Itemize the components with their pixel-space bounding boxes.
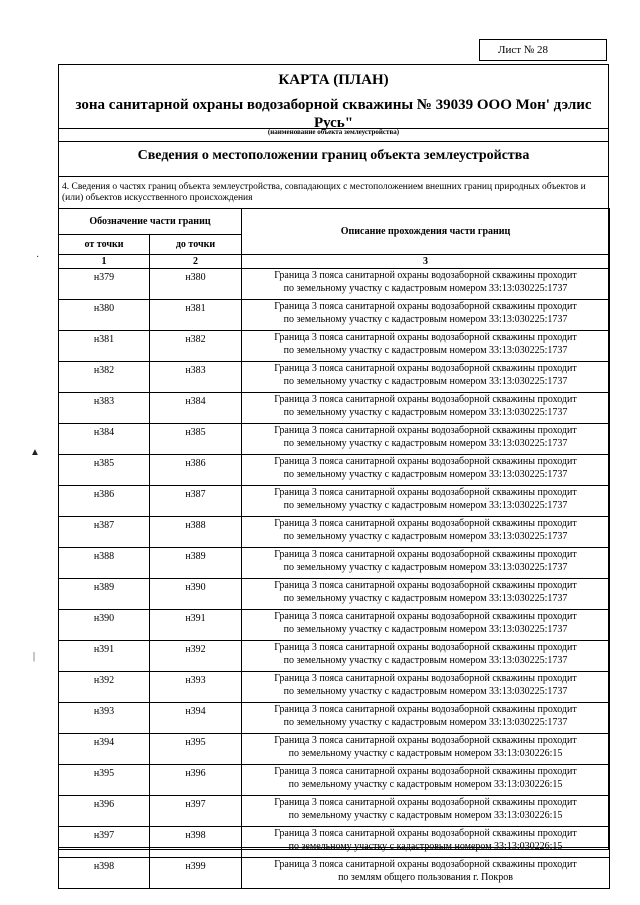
description-cell [242,424,610,455]
to-point-cell: н388 [150,517,242,548]
description-cell [242,548,610,579]
from-point-cell: н383 [59,393,150,424]
description-cell [242,858,610,889]
table-row [59,734,610,765]
table-row [59,858,610,889]
table-row [59,610,610,641]
description-line-2: по земельному участку с кадастровым номером 33:13:030225:1737 [283,716,568,728]
table-row [59,641,610,672]
to-point-cell: н385 [150,424,242,455]
description-line-1: Граница 3 пояса санитарной охраны водозаборной скважины проходит [274,549,577,560]
table-row [59,393,610,424]
map-subtitle: зона санитарной охраны водозаборной скважины № 39039 ООО Мон' дэлис Русь" [75,97,592,131]
description-line-1: Граница 3 пояса санитарной охраны водозаборной скважины проходит [274,394,577,405]
from-point-cell: н390 [59,610,150,641]
description-cell [242,672,610,703]
table-row [59,827,610,858]
table-row [59,517,610,548]
to-point-cell: н399 [150,858,242,889]
description-line-2: по земельному участку с кадастровым номером 33:13:030225:1737 [283,592,568,604]
table-row [59,424,610,455]
description-line-2: по земельному участку с кадастровым номером 33:13:030225:1737 [283,282,568,294]
to-point-cell: н384 [150,393,242,424]
bottom-double-line [58,847,609,848]
column-number-1: 1 [59,255,150,269]
description-cell [242,610,610,641]
description-line-2: по земельному участку с кадастровым номером 33:13:030225:1737 [283,685,568,697]
section-divider-top [58,141,609,142]
map-title: КАРТА (ПЛАН) [278,72,389,88]
table-row [59,331,610,362]
to-point-cell: н381 [150,300,242,331]
description-line-2: по земельному участку с кадастровым номером 33:13:030226:15 [288,747,563,759]
table-row [59,455,610,486]
from-point-cell: н389 [59,579,150,610]
from-point-cell: н386 [59,486,150,517]
description-line-2: по земельному участку с кадастровым номером 33:13:030225:1737 [283,530,568,542]
description-line-2: по земельному участку с кадастровым номером 33:13:030225:1737 [283,499,568,511]
description-line-1: Граница 3 пояса санитарной охраны водозаборной скважины проходит [274,518,577,529]
to-point-cell: н392 [150,641,242,672]
table-row [59,579,610,610]
description-line-2: по земельному участку с кадастровым номером 33:13:030225:1737 [283,313,568,325]
to-point-cell: н396 [150,765,242,796]
description-cell [242,734,610,765]
to-point-cell: н390 [150,579,242,610]
description-cell [242,331,610,362]
scan-speck-mark: · [36,252,40,263]
from-point-cell: н397 [59,827,150,858]
description-line-2: по земельному участку с кадастровым номером 33:13:030225:1737 [283,375,568,387]
description-line-2: по земельному участку с кадастровым номером 33:13:030225:1737 [283,437,568,449]
from-point-cell: н384 [59,424,150,455]
from-point-cell: н387 [59,517,150,548]
column-number-2: 2 [150,255,242,269]
from-point-cell: н392 [59,672,150,703]
from-point-cell: н379 [59,269,150,300]
to-point-cell: н387 [150,486,242,517]
description-line-1: Граница 3 пояса санитарной охраны водозаборной скважины проходит [274,456,577,467]
boundary-table [58,208,610,889]
description-cell [242,765,610,796]
table-row [59,300,610,331]
to-point-cell: н386 [150,455,242,486]
sheet-number: Лист № 28 [498,44,549,56]
description-cell [242,300,610,331]
description-cell [242,579,610,610]
column-number-3: 3 [242,255,610,269]
to-point-cell: н391 [150,610,242,641]
description-line-2: по земельному участку с кадастровым номером 33:13:030225:1737 [283,623,568,635]
from-point-cell: н393 [59,703,150,734]
table-row [59,796,610,827]
from-point-cell: н396 [59,796,150,827]
description-cell [242,827,610,858]
description-line-2: по земельному участку с кадастровым номером 33:13:030226:15 [288,840,563,852]
to-point-cell: н393 [150,672,242,703]
description-line-1: Граница 3 пояса санитарной охраны водозаборной скважины проходит [274,797,577,808]
description-line-1: Граница 3 пояса санитарной охраны водозаборной скважины проходит [274,332,577,343]
description-cell [242,393,610,424]
description-line-2: по земельному участку с кадастровым номером 33:13:030225:1737 [283,406,568,418]
description-cell [242,486,610,517]
description-line-1: Граница 3 пояса санитарной охраны водозаборной скважины проходит [274,828,577,839]
from-point-cell: н380 [59,300,150,331]
description-line-2: по земельному участку с кадастровым номером 33:13:030225:1737 [283,561,568,573]
to-point-cell: н397 [150,796,242,827]
description-cell [242,703,610,734]
to-point-cell: н380 [150,269,242,300]
description-cell [242,517,610,548]
header-description: Описание прохождения части границ [242,209,610,255]
table-row [59,362,610,393]
description-line-1: Граница 3 пояса санитарной охраны водозаборной скважины проходит [274,363,577,374]
to-point-cell: н394 [150,703,242,734]
description-cell [242,796,610,827]
from-point-cell: н395 [59,765,150,796]
scan-arrow-mark: ▲ [30,447,40,458]
description-line-2: по землям общего пользования г. Покров [338,871,513,883]
section-title: Сведения о местоположении границ объекта землеустройства [137,148,530,163]
table-row [59,269,610,300]
description-line-1: Граница 3 пояса санитарной охраны водозаборной скважины проходит [274,270,577,281]
description-line-1: Граница 3 пояса санитарной охраны водозаборной скважины проходит [274,580,577,591]
description-line-1: Граница 3 пояса санитарной охраны водозаборной скважины проходит [274,735,577,746]
section-paragraph: 4. Сведения о частях границ объекта землеустройства, совпадающих с местоположением внешних границ природных объектов и (или) объектов искусственного происхождения [62,182,586,203]
from-point-cell: н382 [59,362,150,393]
description-cell [242,269,610,300]
description-cell [242,455,610,486]
from-point-cell: н394 [59,734,150,765]
from-point-cell: н388 [59,548,150,579]
from-point-cell: н385 [59,455,150,486]
description-line-2: по земельному участку с кадастровым номером 33:13:030225:1737 [283,344,568,356]
sheet-number-box [479,39,607,61]
description-line-2: по земельному участку с кадастровым номером 33:13:030225:1737 [283,654,568,666]
description-line-1: Граница 3 пояса санитарной охраны водозаборной скважины проходит [274,673,577,684]
scan-tick-mark: | [33,651,36,662]
table-row [59,703,610,734]
description-cell [242,362,610,393]
to-point-cell: н383 [150,362,242,393]
from-point-cell: н381 [59,331,150,362]
description-line-2: по земельному участку с кадастровым номером 33:13:030226:15 [288,778,563,790]
description-cell [242,641,610,672]
to-point-cell: н395 [150,734,242,765]
header-part-designation: Обозначение части границ [59,209,242,235]
description-line-1: Граница 3 пояса санитарной охраны водозаборной скважины проходит [274,642,577,653]
description-line-1: Граница 3 пояса санитарной охраны водозаборной скважины проходит [274,766,577,777]
from-point-cell: н398 [59,858,150,889]
table-row [59,765,610,796]
description-line-2: по земельному участку с кадастровым номером 33:13:030225:1737 [283,468,568,480]
table-body [59,269,610,889]
to-point-cell: н398 [150,827,242,858]
description-line-1: Граница 3 пояса санитарной охраны водозаборной скважины проходит [274,301,577,312]
to-point-cell: н389 [150,548,242,579]
description-line-1: Граница 3 пояса санитарной охраны водозаборной скважины проходит [274,859,577,870]
object-caption: (наименование объекта землеустройства) [267,128,400,136]
to-point-cell: н382 [150,331,242,362]
table-row [59,672,610,703]
header-from-point: от точки [59,235,150,255]
section-divider-bottom [58,176,609,177]
description-line-1: Граница 3 пояса санитарной охраны водозаборной скважины проходит [274,487,577,498]
table-row [59,486,610,517]
description-line-1: Граница 3 пояса санитарной охраны водозаборной скважины проходит [274,425,577,436]
description-line-1: Граница 3 пояса санитарной охраны водозаборной скважины проходит [274,704,577,715]
from-point-cell: н391 [59,641,150,672]
description-line-2: по земельному участку с кадастровым номером 33:13:030226:15 [288,809,563,821]
description-line-1: Граница 3 пояса санитарной охраны водозаборной скважины проходит [274,611,577,622]
table-row [59,548,610,579]
header-to-point: до точки [150,235,242,255]
